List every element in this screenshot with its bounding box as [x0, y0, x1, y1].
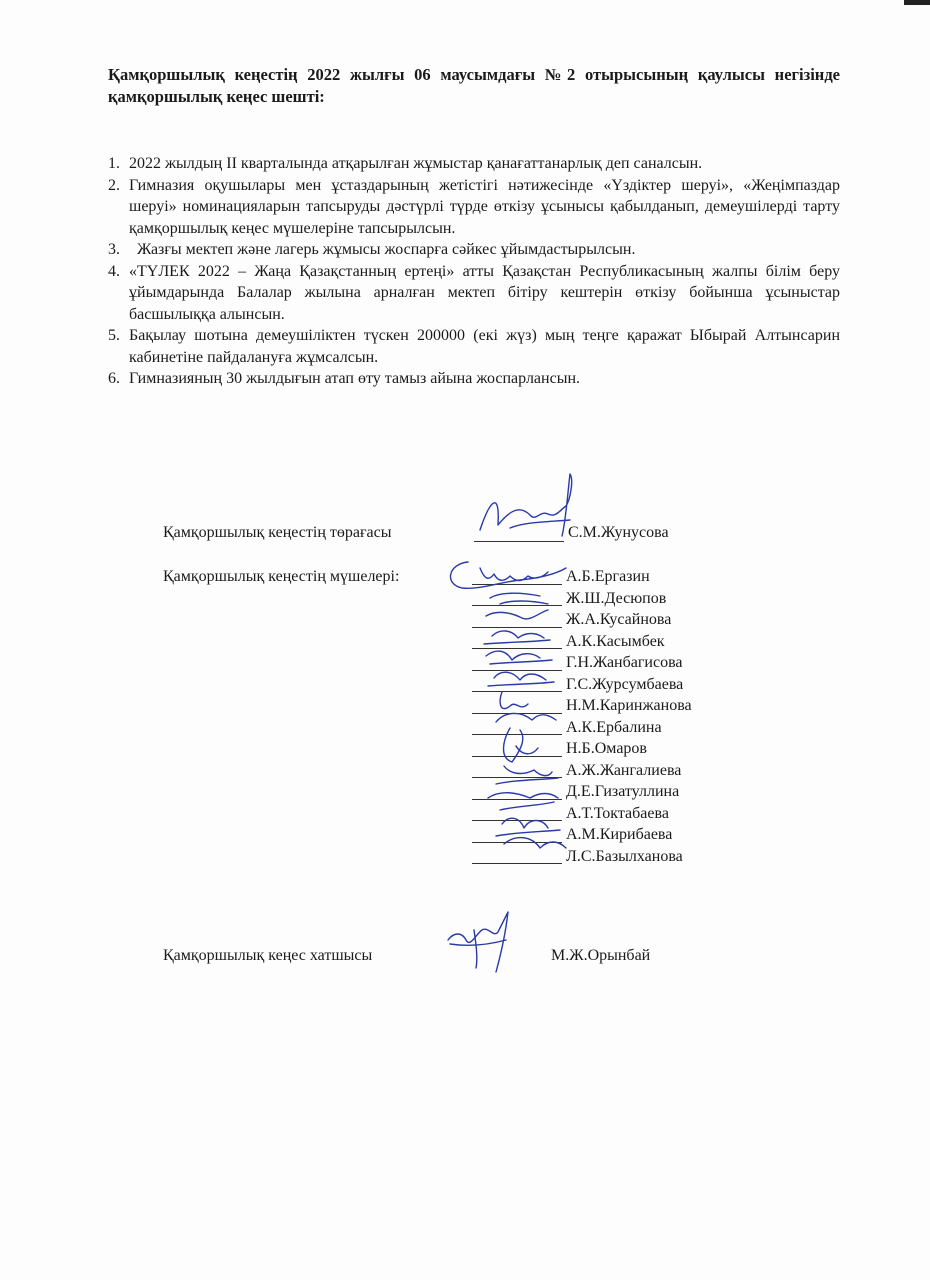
member-name: Д.Е.Гизатуллина: [566, 783, 680, 800]
secretary-label: Қамқоршылық кеңес хатшысы: [163, 947, 373, 964]
decision-item: [100, 261, 840, 326]
chair-name: С.М.Жунусова: [568, 524, 669, 541]
member-signatures-mark: [440, 552, 590, 872]
decision-text: 2022 жылдың ІІ кварталында атқарылған жұмыстар қанағаттанарлық деп саналсын.: [129, 155, 703, 172]
resolution-heading: Қамқоршылық кеңестің 2022 жылғы 06 маусымдағы №2 отырысының қаулысы негізінде қамқоршылық кеңес шешті:: [108, 65, 840, 106]
secretary-signature-mark: [436, 910, 526, 980]
member-name: А.М.Кирибаева: [566, 826, 673, 843]
decision-number: 1.: [108, 155, 120, 172]
chair-label: Қамқоршылық кеңестің төрағасы: [163, 524, 392, 541]
decision-number: 2.: [108, 176, 120, 194]
member-name: Л.С.Базылханова: [566, 847, 683, 865]
member-name: Н.Б.Омаров: [566, 740, 647, 757]
decision-item: [100, 368, 840, 390]
decision-number: 6.: [108, 370, 120, 387]
member-name: А.Т.Токтабаева: [566, 804, 669, 822]
member-name: А.К.Касымбек: [566, 632, 665, 650]
decision-list: [100, 153, 840, 390]
member-name: Н.М.Каринжанова: [566, 697, 692, 714]
member-name: А.Ж.Жангалиева: [566, 761, 682, 779]
decision-number: 3.: [108, 241, 120, 258]
members-label: Қамқоршылық кеңестің мүшелері:: [163, 568, 400, 585]
decision-text: Гимназия оқушылары мен ұстаздарының жетістігі нәтижесінде «Үздіктер шеруі», «Жеңімпаздар шеруі» номинацияларын тапсыруды дәстүрлі түрде өткізу ұсынысы қабылданып, демеушілерді тарту қамқоршылық кеңес мүшелеріне тапсырылсын.: [129, 176, 840, 237]
decision-number: 5.: [108, 327, 120, 344]
member-name: А.Б.Ергазин: [566, 568, 650, 585]
member-name: Ж.Ш.Десюпов: [566, 589, 667, 607]
decision-text: Жазғы мектеп және лагерь жұмысы жоспарға сәйкес ұйымдастырылсын.: [129, 241, 636, 258]
decision-text: Бақылау шотына демеушіліктен түскен 200000 (екі жүз) мың теңге қаражат Ыбырай Алтынсарин кабинетіне пайдалануға жұмсалсын.: [129, 327, 840, 366]
member-name: Г.Н.Жанбагисова: [566, 654, 683, 671]
member-name: А.К.Ербалина: [566, 718, 662, 736]
member-name: Г.С.Журсумбаева: [566, 675, 684, 693]
decision-item: [100, 325, 840, 368]
secretary-name: М.Ж.Орынбай: [551, 947, 651, 964]
member-name: Ж.А.Кусайнова: [566, 611, 672, 628]
scan-corner-mark: [904, 0, 930, 5]
decision-number: 4.: [108, 262, 120, 280]
decision-item: [100, 175, 840, 240]
decision-text: «ТҮЛЕК 2022 – Жаңа Қазақстанның ертеңі» атты Қазақстан Республикасының жалпы білім беру ұйымдарында Балалар жылына арналған мектеп бітіру кештерін өткізу бойынша ұсыныстар басшылыққа алынсын.: [129, 262, 840, 323]
decision-text: Гимназияның 30 жылдығын атап өту тамыз айына жоспарлансын.: [129, 370, 581, 387]
decision-item: [100, 153, 840, 175]
decision-item: [100, 239, 840, 261]
